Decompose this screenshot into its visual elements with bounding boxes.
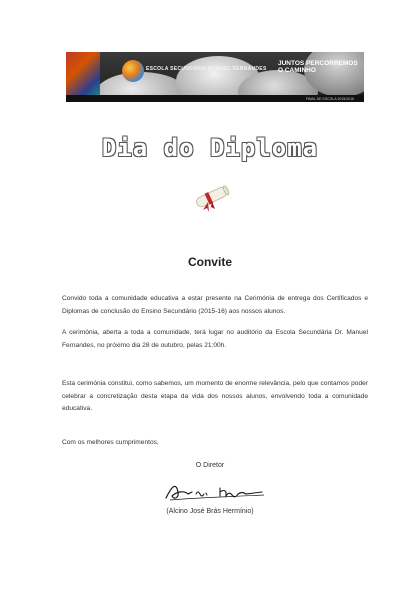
school-logo-icon [122, 60, 144, 82]
closing-greeting: Com os melhores cumprimentos, [62, 439, 159, 446]
handwritten-signature [162, 478, 270, 506]
school-name: ESCOLA SECUNDÁRIA MANUEL FERNANDES [146, 66, 267, 72]
document-title: Dia do Diploma [101, 134, 319, 162]
invitation-heading: Convite [187, 255, 232, 269]
signatory-name: (Alcino José Brás Hermínio) [166, 508, 254, 515]
banner-slogan: JUNTOS PERCORREMOS O CAMINHO [278, 60, 358, 74]
paragraph: Esta cerimónia constitui, como sabemos, um momento de enorme relevância, pelo que contamos poder celebrar a concretização desta etapa da vida dos nossos alunos, envolvendo toda a comunidade educativa. [62, 380, 368, 412]
diploma-scroll-icon [190, 180, 234, 216]
banner-strip-text: FINAL DE ESCOLA 2015/2016 [305, 97, 354, 101]
paragraph: Convido toda a comunidade educativa a estar presente na Cerimónia de entrega dos Certificados e Diplomas de conclusão do Ensino Secundário (2015-16) aos nossos alunos. [62, 295, 368, 315]
banner-strip [66, 95, 364, 102]
closing-role: O Diretor [195, 462, 225, 469]
header-banner [66, 52, 364, 102]
paragraph: A cerimónia, aberta a toda a comunidade, terá lugar no auditório da Escola Secundária Dr. Manuel Fernandes, no próximo dia 28 de outubro, pelas 21:00h. [62, 329, 368, 349]
